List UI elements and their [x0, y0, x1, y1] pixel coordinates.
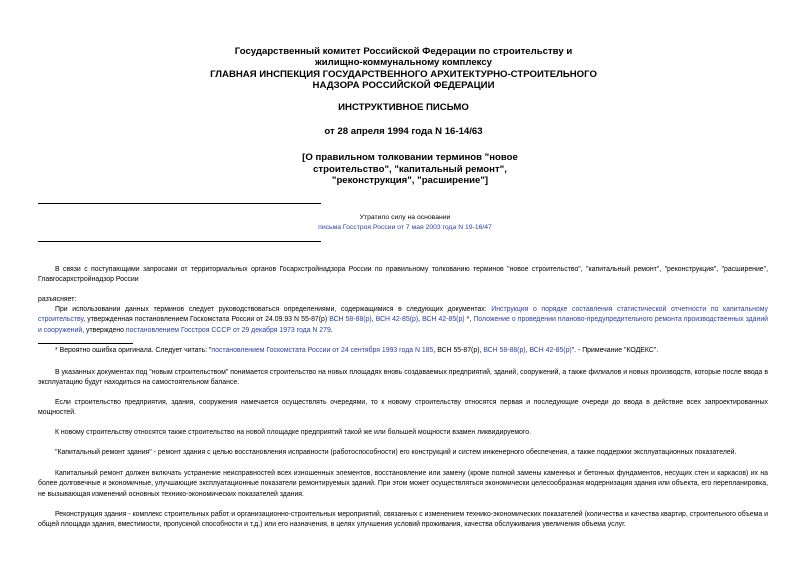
- paragraph-reconstruction: Реконструкция здания - комплекс строительных работ и организационно-строительных мероприятий, связанных с изменением технико-экономических показателей (количества и качества квартир, строительного объема и общей площади здания, вместимости, пропускной способности и т.д.) или его назначения, в целях улучшения условий проживания, качества обслуживания увеличения объема услуг.: [38, 511, 768, 529]
- doc-type: ИНСТРУКТИВНОЕ ПИСЬМО: [338, 102, 469, 113]
- status-link[interactable]: письма Госстроя России от 7 мая 2003 года N 19-16/47: [318, 224, 492, 231]
- paragraph-documents-text-g: .: [330, 326, 333, 334]
- doc-title-line-1: [О правильном толковании терминов "новое: [302, 152, 518, 163]
- paragraph-explains: разъясняет:: [38, 296, 77, 303]
- footnote-text-a: * Вероятно ошибка оригинала. Следует читать: ": [55, 347, 212, 354]
- paragraph-phases: Если строительство предприятия, здания, сооружения намечается осуществлять очередями, то к новому строительству относятся первая и последующие очереди до ввода в действие всех запроектированных мощностей.: [38, 399, 768, 417]
- issuer-line-2: жилищно-коммунальному комплексу: [314, 57, 493, 68]
- link-vsn-58-88[interactable]: ВСН 58-88(р): [329, 316, 372, 324]
- footnote-text-d: ". - Примечание "КОДЕКС".: [571, 347, 659, 354]
- link-instruction-statistics[interactable]: Инструкция о порядке составления статистической отчетности по капитальному строительству: [38, 306, 768, 324]
- footnote-text-b: , ВСН 55-87(р),: [433, 347, 484, 354]
- paragraph-capital-repair-def: "Капитальный ремонт здания" - ремонт здания с целью восстановления исправности (работоспособности) его конструкций и систем инженерного обеспечения, а также поддержки эксплуатационных показателей.: [55, 449, 737, 456]
- issuer-line-4: НАДЗОРА РОССИЙСКОЙ ФЕДЕРАЦИИ: [312, 80, 495, 91]
- paragraph-new-site: К новому строительству относятся также строительство на новой площадке предприятий такой же или большей мощности взамен ликвидируемого.: [55, 429, 531, 436]
- footnote-text-c: ,: [525, 347, 530, 354]
- status-rule-bottom: [38, 241, 321, 242]
- status-note: [290, 213, 520, 233]
- doc-date: от 28 апреля 1994 года N 16-14/63: [324, 126, 483, 137]
- footnote-link-vsn-58-88[interactable]: ВСН 58-88(р): [483, 347, 526, 354]
- link-regulation-repair[interactable]: Положение о проведении планово-предупредительного ремонта производственных зданий и сооружений: [38, 316, 769, 334]
- link-vsn-42-85-b[interactable]: ВСН 42-85(р): [422, 316, 465, 324]
- doc-title-line-3: "реконструкция", "расширение"]: [331, 175, 489, 186]
- paragraph-1: В связи с поступающими запросами от территориальных органов Госархстройнадзора России по правильному толкованию терминов "новое строительство", "капитальный ремонт", "реконструкция", "расширение", Главгосархстройнадзор России: [38, 266, 768, 284]
- paragraph-documents-text-a: При использовании данных терминов следует руководствоваться определениями, содержащимися в следующих документах:: [55, 306, 492, 313]
- status-rule-top: [38, 203, 321, 204]
- doc-title: [280, 152, 540, 187]
- doc-title-line-2: строительство", "капитальный ремонт",: [313, 163, 507, 175]
- footnote-rule: [38, 343, 133, 344]
- issuer-line-3: ГЛАВНАЯ ИНСПЕКЦИЯ ГОСУДАРСТВЕННОГО АРХИТЕКТУРНО-СТРОИТЕЛЬНОГО: [210, 69, 597, 80]
- paragraph-documents-text-b: , утвержденная постановлением Госкомстата России от 24.09.93 N 55-87(р): [83, 316, 330, 324]
- issuer-line-1: Государственный комитет Российской Федерации по строительству и: [234, 46, 573, 57]
- paragraph-documents-text-d: ,: [418, 316, 423, 324]
- paragraph-documents-text-f: , утверждено: [82, 326, 126, 334]
- paragraph-documents-text-c: ,: [371, 316, 376, 324]
- paragraph-documents-text-e: *,: [464, 316, 474, 324]
- footnote-link-goskomstat-185[interactable]: постановлением Госкомстата России от 24 сентября 1993 года N 185: [211, 347, 434, 354]
- footnote: [38, 346, 768, 356]
- status-text: Утратило силу на основании: [359, 214, 451, 221]
- link-gosstroy-decree-279[interactable]: постановлением Госстроя СССР от 29 декабря 1973 года N 279: [125, 326, 331, 334]
- paragraph-new-construction: В указанных документах под "новым строительством" понимается строительство на новых площадях вновь создаваемых предприятий, зданий, сооружений, а также филиалов и новых производств, которые после ввода в эксплуатацию будут находиться на самостоятельном балансе.: [38, 369, 768, 387]
- paragraph-capital-repair: Капитальный ремонт должен включать устранение неисправностей всех изношенных элементов, восстановление или замену (кроме полной замены каменных и бетонных фундаментов, несущих стен и каркасов) их на более долговечные и экономичные, улучшающие эксплуатационные показатели ремонтируемых зданий. При этом может осуществляться экономически целесообразная модернизация здания или объекта, его перепланировка, не вызывающая изменений основных технико-экономических показателей здания.: [38, 470, 768, 498]
- link-vsn-42-85-a[interactable]: ВСН 42-85(р): [375, 316, 419, 324]
- footnote-link-vsn-42-85[interactable]: ВСН 42-85(р): [529, 347, 572, 354]
- paragraph-documents: [38, 305, 768, 336]
